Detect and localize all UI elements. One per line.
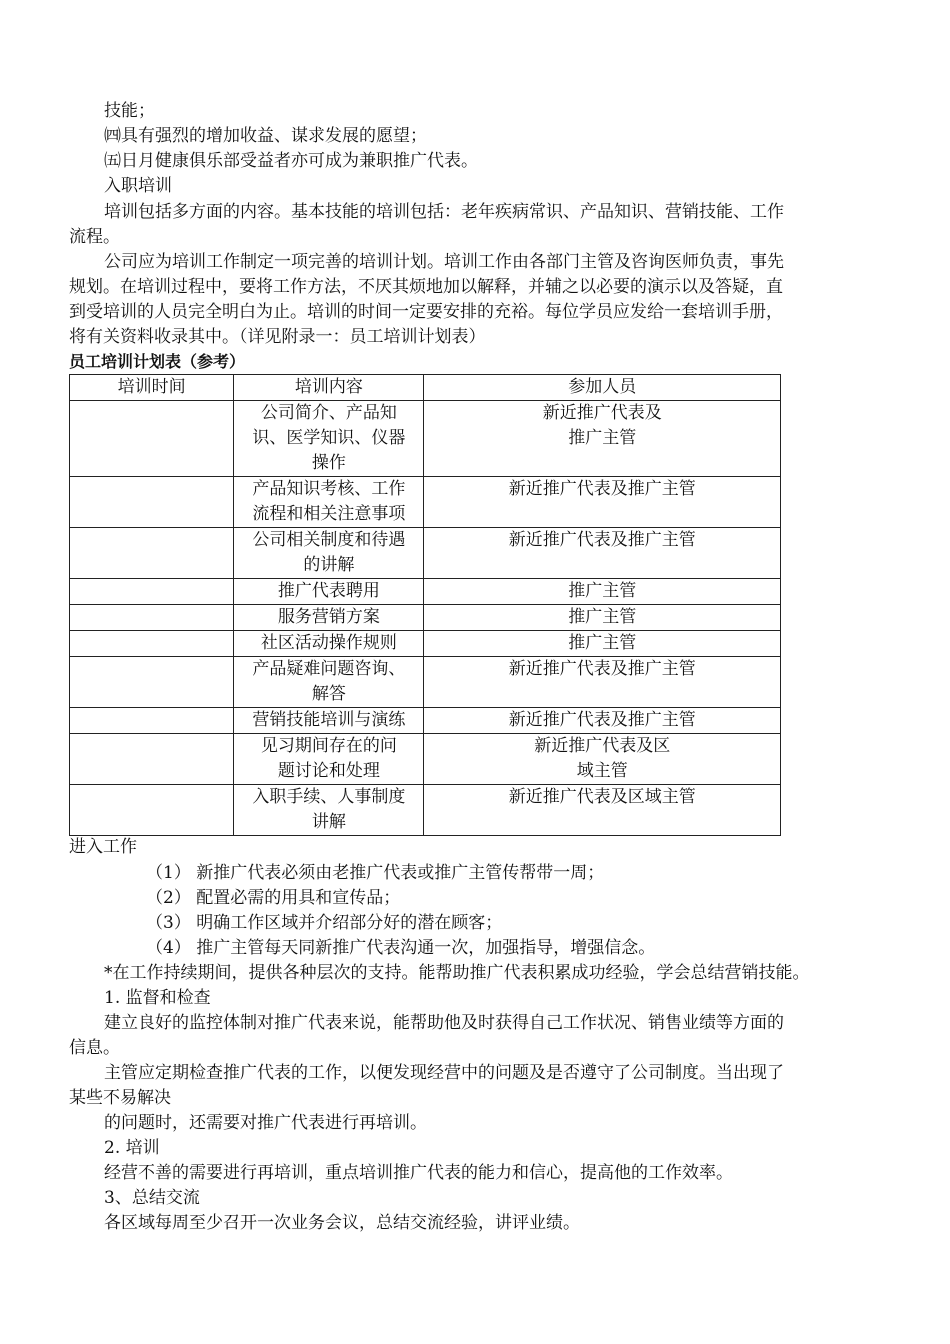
intro-line: 流程。 xyxy=(69,227,120,247)
cell-content-line: 社区活动操作规则 xyxy=(260,633,397,653)
cell-content-line: 题讨论和处理 xyxy=(277,761,380,781)
cell-time xyxy=(70,605,234,631)
cell-content xyxy=(234,477,424,528)
cell-content-line: 流程和相关注意事项 xyxy=(252,504,406,524)
section-heading: 1. 监督和检查 xyxy=(104,988,211,1008)
cell-people-line: 推广主管 xyxy=(568,428,637,448)
intro-line: ㈣具有强烈的增加收益、谋求发展的愿望； xyxy=(104,126,427,146)
cell-time xyxy=(70,657,234,708)
cell-people-line: 域主管 xyxy=(576,761,628,781)
intro-line: 将有关资料收录其中。（详见附录一：员工培训计划表） xyxy=(69,327,486,347)
cell-time xyxy=(70,528,234,579)
section-heading: 2. 培训 xyxy=(104,1138,160,1158)
cell-people xyxy=(424,657,781,708)
cell-content-line: 的讲解 xyxy=(303,555,355,575)
cell-people xyxy=(424,401,781,477)
cell-time xyxy=(70,734,234,785)
table-row xyxy=(70,785,781,836)
cell-content-line: 产品知识考核、工作 xyxy=(252,479,406,499)
body-line: 的问题时，还需要对推广代表进行再培训。 xyxy=(104,1113,427,1133)
cell-content xyxy=(234,579,424,605)
cell-people-line: 推广主管 xyxy=(568,607,637,627)
table-row xyxy=(70,579,781,605)
cell-content-line: 营销技能培训与演练 xyxy=(252,710,406,730)
body-line: *在工作持续期间，提供各种层次的支持。能帮助推广代表积累成功经验，学会总结营销技能。 xyxy=(104,963,810,983)
cell-content xyxy=(234,631,424,657)
table-row xyxy=(70,631,781,657)
table-row xyxy=(70,605,781,631)
intro-line: 培训包括多方面的内容。基本技能的培训包括：老年疾病常识、产品知识、营销技能、工作 xyxy=(104,202,784,222)
cell-people xyxy=(424,605,781,631)
table-header-row xyxy=(70,375,781,401)
cell-content xyxy=(234,708,424,734)
cell-content xyxy=(234,401,424,477)
intro-line: 到受培训的人员完全明白为止。培训的时间一定要安排的充裕。每位学员应发给一套培训手册， xyxy=(69,302,783,322)
cell-people-line: 推广主管 xyxy=(568,581,637,601)
body-line: 各区域每周至少召开一次业务会议，总结交流经验，讲评业绩。 xyxy=(104,1213,580,1233)
cell-people-line: 新近推广代表及区域主管 xyxy=(508,787,696,807)
cell-content-line: 解答 xyxy=(311,684,346,704)
body-line: 主管应定期检查推广代表的工作，以便发现经营中的问题及是否遵守了公司制度。当出现了 xyxy=(104,1063,784,1083)
table-row xyxy=(70,477,781,528)
cell-content-line: 服务营销方案 xyxy=(277,607,380,627)
body-line: 某些不易解决 xyxy=(69,1088,171,1108)
cell-people xyxy=(424,734,781,785)
cell-people xyxy=(424,708,781,734)
cell-content xyxy=(234,785,424,836)
table-row xyxy=(70,528,781,579)
list-item: （4） 推广主管每天同新推广代表沟通一次，加强指导，增强信念。 xyxy=(146,938,656,958)
cell-people-line: 新近推广代表及 xyxy=(542,403,662,423)
table-row xyxy=(70,708,781,734)
cell-time xyxy=(70,631,234,657)
cell-content-line: 识、医学知识、仪器 xyxy=(252,428,406,448)
cell-time xyxy=(70,477,234,528)
intro-line: ㈤日月健康俱乐部受益者亦可成为兼职推广代表。 xyxy=(104,151,478,171)
cell-people xyxy=(424,785,781,836)
cell-people xyxy=(424,528,781,579)
section-heading: 进入工作 xyxy=(69,837,137,857)
header-people: 参加人员 xyxy=(424,375,781,401)
cell-people-line: 推广主管 xyxy=(568,633,637,653)
cell-content-line: 讲解 xyxy=(311,812,346,832)
table-row xyxy=(70,734,781,785)
section-heading: 3、总结交流 xyxy=(104,1188,200,1208)
table-title: 员工培训计划表（参考） xyxy=(69,352,246,371)
cell-people-line: 新近推广代表及推广主管 xyxy=(508,530,696,550)
cell-time xyxy=(70,579,234,605)
list-item: （3） 明确工作区域并介绍部分好的潜在顾客； xyxy=(146,913,503,933)
training-plan-table xyxy=(69,374,781,836)
cell-people-line: 新近推广代表及推广主管 xyxy=(508,479,696,499)
cell-content-line: 入职手续、人事制度 xyxy=(252,787,406,807)
cell-content-line: 产品疑难问题咨询、 xyxy=(252,659,406,679)
cell-people-line: 新近推广代表及推广主管 xyxy=(508,710,696,730)
cell-people xyxy=(424,579,781,605)
body-line: 建立良好的监控体制对推广代表来说，能帮助他及时获得自己工作状况、销售业绩等方面的 xyxy=(104,1013,784,1033)
cell-content xyxy=(234,734,424,785)
cell-content-line: 公司简介、产品知 xyxy=(260,403,397,423)
cell-content xyxy=(234,657,424,708)
cell-content-line: 推广代表聘用 xyxy=(277,581,380,601)
cell-content-line: 操作 xyxy=(311,453,346,473)
cell-people xyxy=(424,631,781,657)
intro-line: 公司应为培训工作制定一项完善的培训计划。培训工作由各部门主管及咨询医师负责，事先 xyxy=(104,252,784,272)
body-line: 信息。 xyxy=(69,1038,120,1058)
cell-time xyxy=(70,708,234,734)
cell-people-line: 新近推广代表及推广主管 xyxy=(508,659,696,679)
cell-people xyxy=(424,477,781,528)
cell-content xyxy=(234,528,424,579)
intro-line: 规划。在培训过程中，要将工作方法，不厌其烦地加以解释，并辅之以必要的演示以及答疑，直 xyxy=(69,277,783,297)
cell-time xyxy=(70,401,234,477)
table-row xyxy=(70,401,781,477)
body-line: 经营不善的需要进行再培训，重点培训推广代表的能力和信心，提高他的工作效率。 xyxy=(104,1163,733,1183)
list-item: （1） 新推广代表必须由老推广代表或推广主管传帮带一周； xyxy=(146,863,605,883)
header-content: 培训内容 xyxy=(234,375,424,401)
table-row xyxy=(70,657,781,708)
list-item: （2） 配置必需的用具和宣传品； xyxy=(146,888,401,908)
cell-content xyxy=(234,605,424,631)
section-heading: 入职培训 xyxy=(104,176,172,196)
cell-content-line: 见习期间存在的问 xyxy=(260,736,397,756)
header-time: 培训时间 xyxy=(70,375,234,401)
cell-content-line: 公司相关制度和待遇 xyxy=(252,530,406,550)
cell-people-line: 新近推广代表及区 xyxy=(534,736,671,756)
intro-line: 技能； xyxy=(104,101,155,121)
cell-time xyxy=(70,785,234,836)
